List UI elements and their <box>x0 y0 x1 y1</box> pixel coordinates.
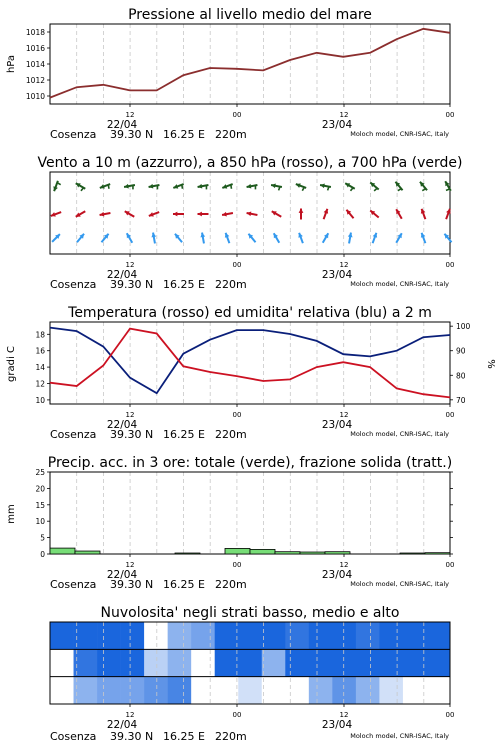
y-axis-label: hPa <box>6 54 17 74</box>
precip-bar <box>50 548 75 554</box>
wind-arrow <box>298 233 303 243</box>
arrow-barb <box>231 185 232 189</box>
cloud-cell <box>144 649 168 676</box>
cloud-cell <box>74 622 98 649</box>
arrow-barb <box>57 183 60 185</box>
wind-arrow <box>125 211 135 217</box>
cloud-cell <box>121 677 145 704</box>
y2-tick-label: 90 <box>456 346 466 356</box>
wind-arrow <box>53 181 60 191</box>
cloud-cell <box>332 622 356 649</box>
x-date-label: 23/04 <box>321 569 353 581</box>
wind-arrow <box>348 233 353 244</box>
station-name: Cosenza <box>50 278 97 291</box>
wind-arrow <box>77 234 84 242</box>
x-tick-label: 00 <box>445 111 455 119</box>
x-tick-label: 12 <box>339 411 349 419</box>
arrow-barb <box>398 189 401 191</box>
station-lat: 39.30 N <box>110 578 154 591</box>
cloud-cell <box>215 649 239 676</box>
wind-arrow <box>345 183 355 191</box>
x-date-label: 22/04 <box>106 719 138 731</box>
wind-arrow <box>127 233 133 243</box>
y-tick-label: 10 <box>35 517 45 527</box>
cloud-cell <box>168 649 192 676</box>
cloud-cell <box>97 622 121 649</box>
arrow-barb <box>446 189 450 190</box>
cloud-cell <box>215 622 239 649</box>
cloud-cell <box>74 677 98 704</box>
cloud-cell <box>309 622 333 649</box>
y-tick-label: 18 <box>35 330 45 340</box>
wind-arrow <box>271 183 282 190</box>
station-name: Cosenza <box>50 128 97 141</box>
precip-bar <box>225 548 250 554</box>
cloud-cell <box>191 622 215 649</box>
cloud-cell <box>379 649 403 676</box>
y2-tick-label: 100 <box>456 322 471 332</box>
x-date-label: 23/04 <box>321 419 353 431</box>
arrow-head <box>198 212 202 217</box>
plot-frame <box>50 24 450 104</box>
station-lon: 16.25 E <box>163 128 205 141</box>
wind-arrow <box>101 234 108 242</box>
x-tick-label: 12 <box>339 561 349 569</box>
cloud-cell <box>426 677 450 704</box>
y-tick-label: 16 <box>35 346 45 356</box>
station-lon: 16.25 E <box>163 730 205 743</box>
cloud-cell <box>262 649 286 676</box>
wind-arrow <box>198 184 209 190</box>
wind-arrow <box>248 234 255 242</box>
chart-title: Nuvolosita' negli strati basso, medio e alto <box>100 605 400 621</box>
y-tick-label: 10 <box>35 395 45 405</box>
chart-title: Precip. acc. in 3 ore: totale (verde), frazione solida (tratt.) <box>47 455 453 471</box>
arrow-barb <box>302 187 304 190</box>
x-tick-label: 12 <box>339 261 349 269</box>
cloud-cell <box>426 622 450 649</box>
station-lat: 39.30 N <box>110 428 154 441</box>
chart-title: Vento a 10 m (azzurro), a 850 hPa (rosso), a 700 hPa (verde) <box>37 155 463 171</box>
x-date-label: 23/04 <box>321 719 353 731</box>
x-date-label: 23/04 <box>321 119 353 131</box>
y-tick-label: 5 <box>40 533 45 543</box>
arrow-head <box>173 212 177 217</box>
cloud-cell <box>356 649 380 676</box>
wind-arrow <box>395 182 402 191</box>
wind-arrow <box>299 209 304 220</box>
cloud-cell <box>332 649 356 676</box>
y-tick-label: 1014 <box>25 60 45 69</box>
pressure-line <box>50 29 450 98</box>
cloud-cell <box>379 622 403 649</box>
cloud-cell <box>285 649 309 676</box>
station-lon: 16.25 E <box>163 578 205 591</box>
cloud-cell <box>356 677 380 704</box>
model-credit: Moloch model, CNR-ISAC, Italy <box>350 280 449 288</box>
wind-arrow <box>420 182 427 191</box>
x-date-label: 23/04 <box>321 269 353 281</box>
precip-bar <box>300 552 325 554</box>
cloud-cell <box>238 622 262 649</box>
station-name: Cosenza <box>50 730 97 743</box>
station-alt: 220m <box>215 278 247 291</box>
cloud-cell <box>356 622 380 649</box>
wind-arrow <box>151 233 156 244</box>
cloud-cell <box>309 649 333 676</box>
y-tick-label: 14 <box>35 363 45 373</box>
arrow-barb <box>422 189 425 191</box>
model-credit: Moloch model, CNR-ISAC, Italy <box>350 732 449 740</box>
wind-arrow <box>346 210 353 218</box>
wind-arrow <box>51 212 61 217</box>
cloud-cell <box>403 677 427 704</box>
x-tick-label: 00 <box>445 711 455 719</box>
wind-arrow <box>247 184 258 190</box>
wind-arrow <box>370 210 378 217</box>
y-tick-label: 1016 <box>25 44 45 53</box>
y-tick-label: 1010 <box>25 92 45 101</box>
wind-arrow <box>272 211 282 217</box>
cloud-cell <box>97 677 121 704</box>
x-tick-label: 00 <box>232 111 242 119</box>
temperature-panel <box>6 305 496 441</box>
chart-title: Pressione al livello medio del mare <box>128 7 372 23</box>
wind-arrow <box>76 183 86 191</box>
cloud-cell <box>74 649 98 676</box>
wind-arrow <box>324 209 329 219</box>
x-tick-label: 00 <box>445 411 455 419</box>
cloud-cell <box>215 677 239 704</box>
cloud-cell <box>97 649 121 676</box>
wind-arrow <box>222 184 232 189</box>
wind-arrow <box>76 211 86 217</box>
precipitation-panel <box>6 455 454 591</box>
wind-arrow <box>173 184 183 189</box>
wind-arrow <box>320 183 331 190</box>
wind-panel <box>37 155 462 291</box>
cloud-cell <box>285 677 309 704</box>
cloud-cell <box>309 677 333 704</box>
arrow-barb <box>350 188 353 191</box>
cloud-cell <box>262 677 286 704</box>
cloud-cell <box>379 677 403 704</box>
wind-arrow <box>124 184 135 190</box>
wind-arrow <box>149 184 160 190</box>
wind-arrow <box>225 233 230 243</box>
arrow-barb <box>182 185 183 189</box>
arrow-barb <box>374 188 377 191</box>
x-date-label: 22/04 <box>106 269 138 281</box>
cloud-cell <box>50 649 74 676</box>
wind-arrow <box>373 233 378 243</box>
precip-bar <box>400 553 425 554</box>
temperature-line <box>50 329 450 398</box>
arrow-barb <box>108 185 109 189</box>
y-tick-label: 20 <box>35 484 45 494</box>
x-tick-label: 00 <box>232 411 242 419</box>
cloud-cell <box>168 677 192 704</box>
model-credit: Moloch model, CNR-ISAC, Italy <box>350 430 449 438</box>
wind-arrow <box>200 233 205 244</box>
station-name: Cosenza <box>50 578 97 591</box>
x-date-label: 22/04 <box>106 569 138 581</box>
cloud-cell <box>50 677 74 704</box>
x-tick-label: 00 <box>232 261 242 269</box>
wind-arrow <box>421 233 426 243</box>
wind-arrow <box>100 184 110 189</box>
arrow-head <box>299 209 304 213</box>
plot-frame <box>50 322 450 404</box>
precip-bar <box>425 553 450 554</box>
cloud-cell <box>403 649 427 676</box>
wind-arrow <box>173 212 184 217</box>
y-tick-label: 25 <box>35 468 45 477</box>
y-axis-label: gradi C <box>6 346 17 382</box>
plot-frame <box>50 472 450 554</box>
cloud-cell <box>144 622 168 649</box>
model-credit: Moloch model, CNR-ISAC, Italy <box>350 130 449 138</box>
cloud-cell <box>262 622 286 649</box>
y-tick-label: 1018 <box>25 28 45 37</box>
station-lat: 39.30 N <box>110 278 154 291</box>
x-date-label: 22/04 <box>106 119 138 131</box>
y-axis-label: mm <box>6 504 17 524</box>
wind-arrow <box>222 212 233 217</box>
cloud-cell <box>403 622 427 649</box>
wind-arrow <box>52 234 60 242</box>
precip-bar <box>75 551 100 554</box>
wind-arrow <box>296 183 306 190</box>
precip-bar <box>250 549 275 554</box>
precip-bar <box>275 552 300 554</box>
y-tick-label: 1012 <box>25 76 45 85</box>
x-tick-label: 00 <box>232 711 242 719</box>
cloud-cell <box>238 677 262 704</box>
x-tick-label: 12 <box>125 561 135 569</box>
precip-bar <box>325 552 350 554</box>
station-lat: 39.30 N <box>110 730 154 743</box>
wind-arrow <box>323 233 329 243</box>
wind-arrow <box>100 212 111 217</box>
x-tick-label: 00 <box>445 261 455 269</box>
cloud-cell <box>144 677 168 704</box>
x-tick-label: 12 <box>125 111 135 119</box>
wind-arrow <box>198 212 209 217</box>
x-tick-label: 00 <box>232 561 242 569</box>
arrow-barb <box>81 188 84 191</box>
y-tick-label: 12 <box>35 379 45 389</box>
station-alt: 220m <box>215 578 247 591</box>
station-alt: 220m <box>215 428 247 441</box>
wind-arrow <box>421 209 426 219</box>
cloud-panel <box>50 605 454 743</box>
cloud-cell <box>191 677 215 704</box>
station-alt: 220m <box>215 128 247 141</box>
cloud-cell <box>121 649 145 676</box>
x-tick-label: 00 <box>445 561 455 569</box>
cloud-cell <box>285 622 309 649</box>
y-tick-label: 0 <box>40 550 45 559</box>
station-lon: 16.25 E <box>163 278 205 291</box>
x-date-label: 22/04 <box>106 419 138 431</box>
y2-tick-label: 80 <box>456 371 466 381</box>
station-lon: 16.25 E <box>163 428 205 441</box>
wind-arrow <box>175 234 182 242</box>
y2-tick-label: 70 <box>456 395 466 405</box>
cloud-cell <box>50 622 74 649</box>
x-tick-label: 12 <box>125 711 135 719</box>
precip-bar <box>175 553 200 554</box>
cloud-cell <box>191 649 215 676</box>
y2-axis-label: % <box>485 359 496 369</box>
cloud-cell <box>238 649 262 676</box>
wind-arrow <box>370 182 378 190</box>
station-lat: 39.30 N <box>110 128 154 141</box>
x-tick-label: 12 <box>125 261 135 269</box>
cloud-cell <box>121 622 145 649</box>
x-tick-label: 12 <box>339 111 349 119</box>
wind-arrow <box>149 212 159 217</box>
wind-arrow <box>274 233 280 243</box>
cloud-cell <box>332 677 356 704</box>
x-tick-label: 12 <box>125 411 135 419</box>
y-tick-label: 15 <box>35 500 45 510</box>
wind-arrow <box>247 211 258 216</box>
x-tick-label: 12 <box>339 711 349 719</box>
cloud-cell <box>426 649 450 676</box>
station-name: Cosenza <box>50 428 97 441</box>
station-alt: 220m <box>215 730 247 743</box>
model-credit: Moloch model, CNR-ISAC, Italy <box>350 580 449 588</box>
chart-title: Temperatura (rosso) ed umidita' relativa (blu) a 2 m <box>68 305 432 321</box>
cloud-cell <box>168 622 192 649</box>
pressure-panel <box>6 7 454 141</box>
